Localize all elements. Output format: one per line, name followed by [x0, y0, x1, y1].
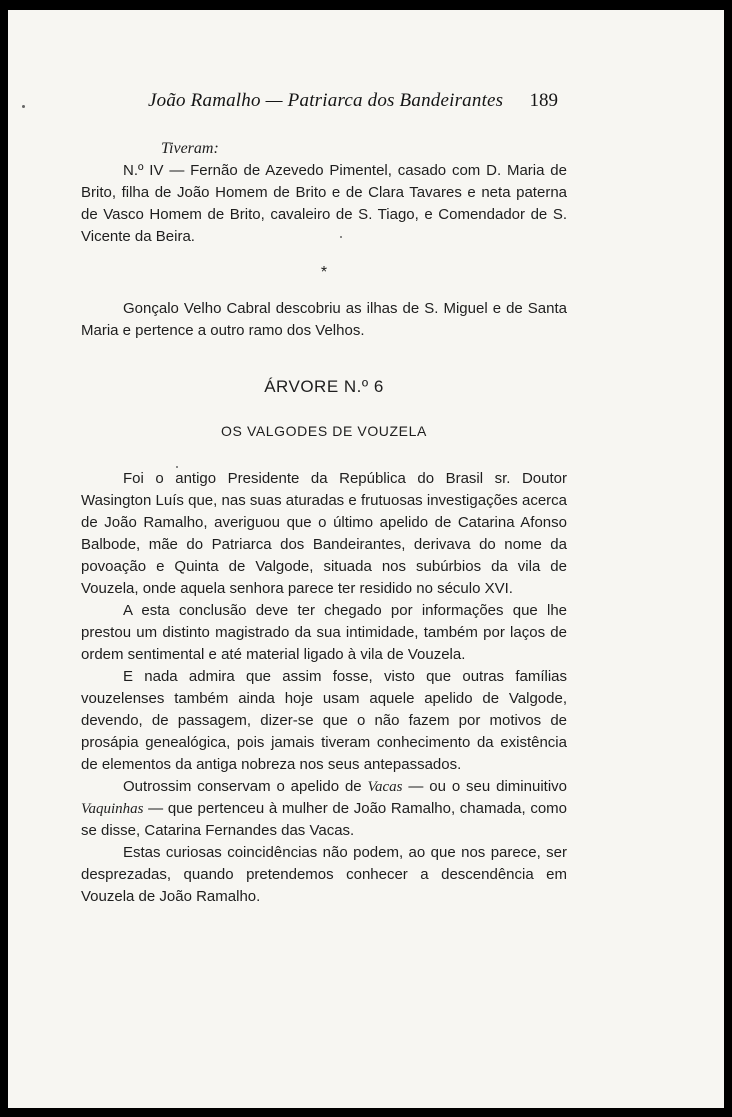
p4-italic-vacas: Vacas — [367, 779, 403, 795]
body-paragraph-4 — [81, 776, 567, 842]
dust-speck — [22, 105, 25, 108]
p4-text-3: — que pertenceu à mulher de João Ramalho, chamada, como se disse, Catarina Fernandes das Vacas. — [81, 800, 567, 839]
tiveram-label: Tiveram: — [161, 140, 219, 157]
p4-italic-vaquinhas: Vaquinhas — [81, 801, 144, 817]
book-page — [8, 10, 724, 1108]
page-body — [81, 138, 567, 908]
arvore-title: ÁRVORE N.º 6 — [264, 377, 384, 396]
dust-speck — [340, 236, 342, 238]
section-separator: * — [320, 264, 328, 281]
body-paragraph-5: Estas curiosas coincidências não podem, ao que nos parece, ser desprezadas, quando pretendemos conhecer a descendência em Vouzela de João Ramalho. — [81, 844, 567, 905]
arvore-subtitle: OS VALGODES DE VOUZELA — [221, 423, 427, 439]
dust-speck — [176, 466, 178, 468]
p4-text-2: — ou o seu diminuitivo — [402, 778, 567, 795]
genealogy-paragraph: N.º IV — Fernão de Azevedo Pimentel, casado com D. Maria de Brito, filha de João Homem de Brito e de Clara Tavares e neta paterna de Vasco Homem de Brito, cavaleiro de S. Tiago, e Comendador de S. Vicente da Beira. — [81, 162, 567, 245]
p4-text-1: Outrossim conservam o apelido de — [123, 778, 368, 795]
running-title: João Ramalho — Patriarca dos Bandeirantes — [148, 90, 504, 111]
body-paragraph-3: E nada admira que assim fosse, visto que outras famílias vouzelenses também ainda hoje usam aquele apelido de Valgode, devendo, de passagem, dizer-se que o não fazem por motivos de prosápia genealógica, pois jamais tiveram conhecimento da existência de elementos da antiga nobreza nos seus antepassados. — [81, 668, 567, 773]
goncalo-paragraph: Gonçalo Velho Cabral descobriu as ilhas de S. Miguel e de Santa Maria e pertence a outro ramo dos Velhos. — [81, 300, 567, 339]
body-paragraph-1: Foi o antigo Presidente da República do Brasil sr. Doutor Wasington Luís que, nas suas aturadas e frutuosas investigações acerca de João Ramalho, averiguou que o último apelido de Catarina Afonso Balbode, mãe do Patriarca dos Bandeirantes, derivava do nome da povoação e Quinta de Valgode, situada nos subúrbios da vila de Vouzela, onde aquela senhora parece ter residido no século XVI. — [81, 470, 567, 597]
page-number: 189 — [529, 90, 558, 111]
body-paragraph-2: A esta conclusão deve ter chegado por informações que lhe prestou um distinto magistrado da sua intimidade, também por laços de ordem sentimental e até material ligado à vila de Vouzela. — [81, 602, 567, 663]
